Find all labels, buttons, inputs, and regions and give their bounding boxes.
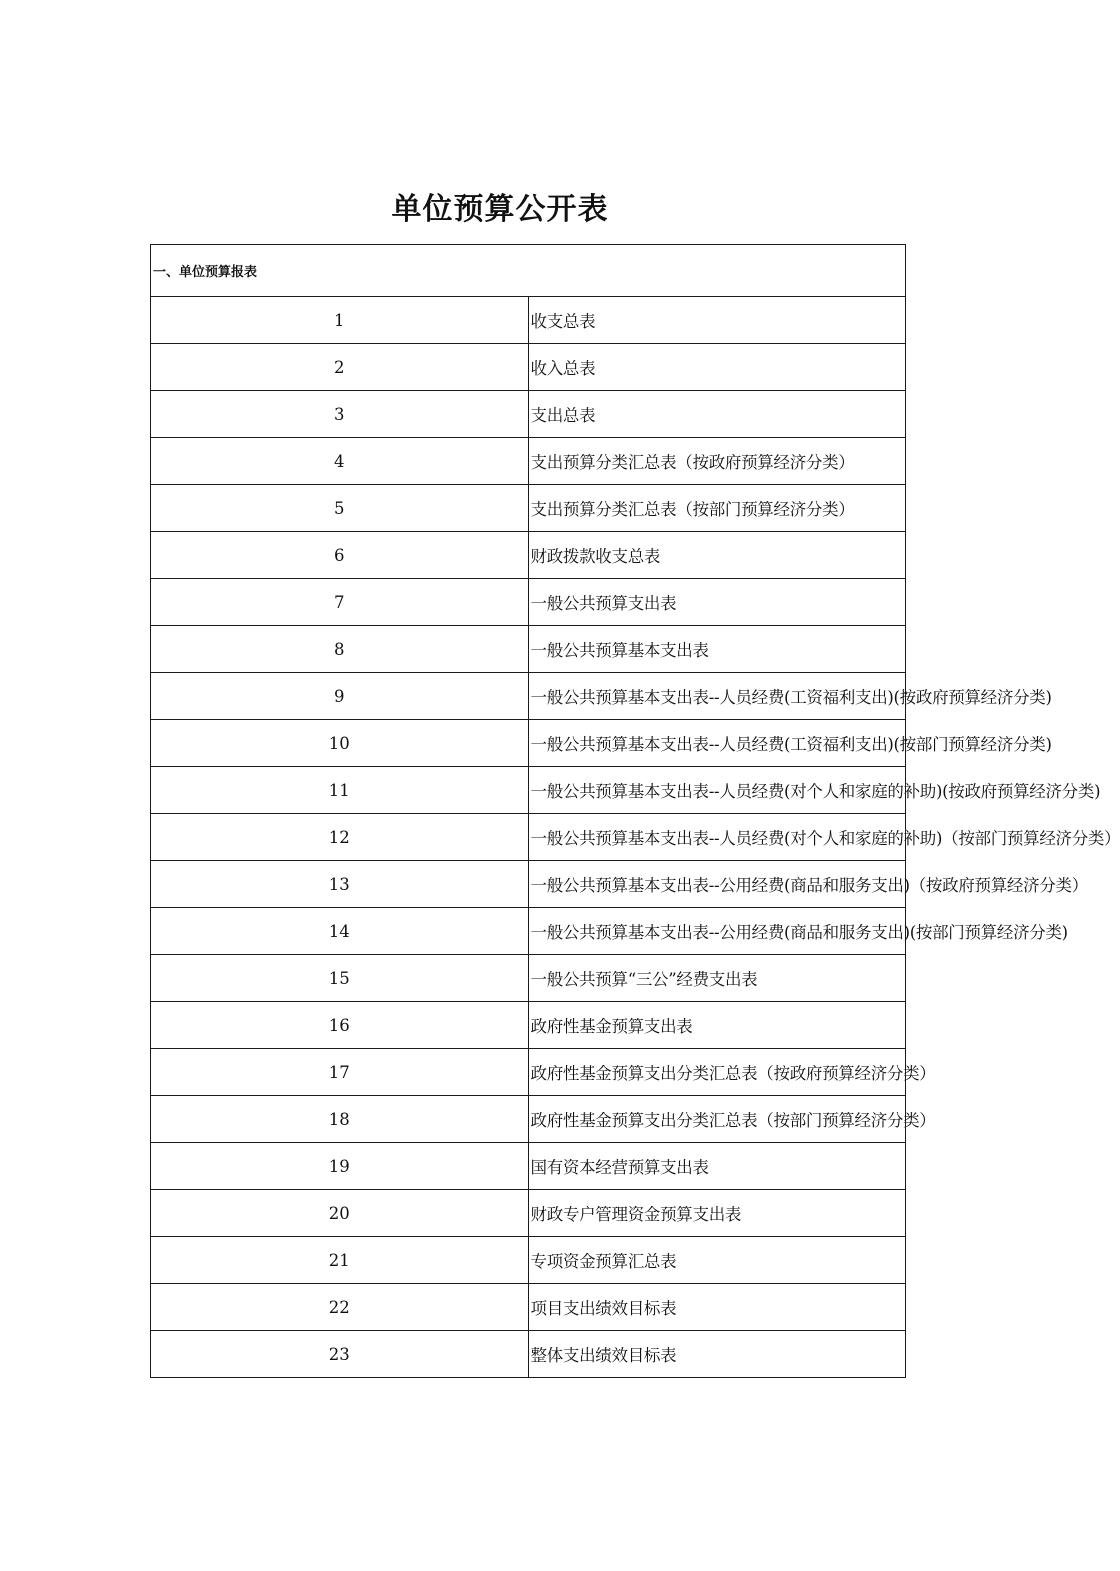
row-number: 22 [151,1284,529,1331]
row-number: 11 [151,767,529,814]
table-row [151,297,906,344]
table-row [151,344,906,391]
row-number: 17 [151,1049,529,1096]
report-name: 支出预算分类汇总表（按部门预算经济分类） [528,485,906,532]
table-row [151,626,906,673]
page-title: 单位预算公开表 [391,192,609,227]
row-number: 10 [151,720,529,767]
table-row [151,1237,906,1284]
report-name: 一般公共预算基本支出表--人员经费(工资福利支出)(按部门预算经济分类) [528,720,906,767]
table-row [151,861,906,908]
row-number: 2 [151,344,529,391]
row-number: 13 [151,861,529,908]
table-row [151,1143,906,1190]
row-number: 1 [151,297,529,344]
row-number: 7 [151,579,529,626]
table-row [151,391,906,438]
report-name: 一般公共预算基本支出表--人员经费(对个人和家庭的补助)（按部门预算经济分类） [528,814,906,861]
table-row [151,767,906,814]
report-name: 支出总表 [528,391,906,438]
row-number: 6 [151,532,529,579]
table-row [151,485,906,532]
table-row [151,1049,906,1096]
row-number: 3 [151,391,529,438]
report-name: 一般公共预算基本支出表--公用经费(商品和服务支出)(按部门预算经济分类) [528,908,906,955]
report-name: 财政拨款收支总表 [528,532,906,579]
row-number: 16 [151,1002,529,1049]
row-number: 15 [151,955,529,1002]
report-name: 一般公共预算基本支出表--公用经费(商品和服务支出)（按政府预算经济分类） [528,861,906,908]
row-number: 18 [151,1096,529,1143]
table-row [151,1190,906,1237]
row-number: 9 [151,673,529,720]
report-name: 政府性基金预算支出分类汇总表（按部门预算经济分类） [528,1096,906,1143]
row-number: 4 [151,438,529,485]
table-row [151,579,906,626]
report-name: 项目支出绩效目标表 [528,1284,906,1331]
row-number: 5 [151,485,529,532]
report-name: 专项资金预算汇总表 [528,1237,906,1284]
row-number: 23 [151,1331,529,1378]
table-row [151,532,906,579]
report-name: 一般公共预算基本支出表--人员经费(对个人和家庭的补助)(按政府预算经济分类) [528,767,906,814]
report-name: 财政专户管理资金预算支出表 [528,1190,906,1237]
table-row [151,1331,906,1378]
report-name: 整体支出绩效目标表 [528,1331,906,1378]
row-number: 21 [151,1237,529,1284]
table-row [151,955,906,1002]
section-heading: 一、单位预算报表 [151,245,906,297]
table-row [151,1096,906,1143]
table-row [151,1002,906,1049]
report-list-table [150,244,1120,1378]
report-name: 政府性基金预算支出表 [528,1002,906,1049]
report-name: 一般公共预算基本支出表--人员经费(工资福利支出)(按政府预算经济分类) [528,673,906,720]
section-heading-row [151,245,906,297]
table-row [151,814,906,861]
row-number: 8 [151,626,529,673]
report-name: 一般公共预算“三公”经费支出表 [528,955,906,1002]
table-row [151,720,906,767]
report-name: 政府性基金预算支出分类汇总表（按政府预算经济分类） [528,1049,906,1096]
row-number: 14 [151,908,529,955]
row-number: 20 [151,1190,529,1237]
table-row [151,673,906,720]
row-number: 12 [151,814,529,861]
report-name: 国有资本经营预算支出表 [528,1143,906,1190]
report-name: 一般公共预算基本支出表 [528,626,906,673]
table-row [151,438,906,485]
report-name: 一般公共预算支出表 [528,579,906,626]
report-name: 支出预算分类汇总表（按政府预算经济分类） [528,438,906,485]
table-row [151,908,906,955]
report-name: 收入总表 [528,344,906,391]
row-number: 19 [151,1143,529,1190]
table-row [151,1284,906,1331]
report-name: 收支总表 [528,297,906,344]
